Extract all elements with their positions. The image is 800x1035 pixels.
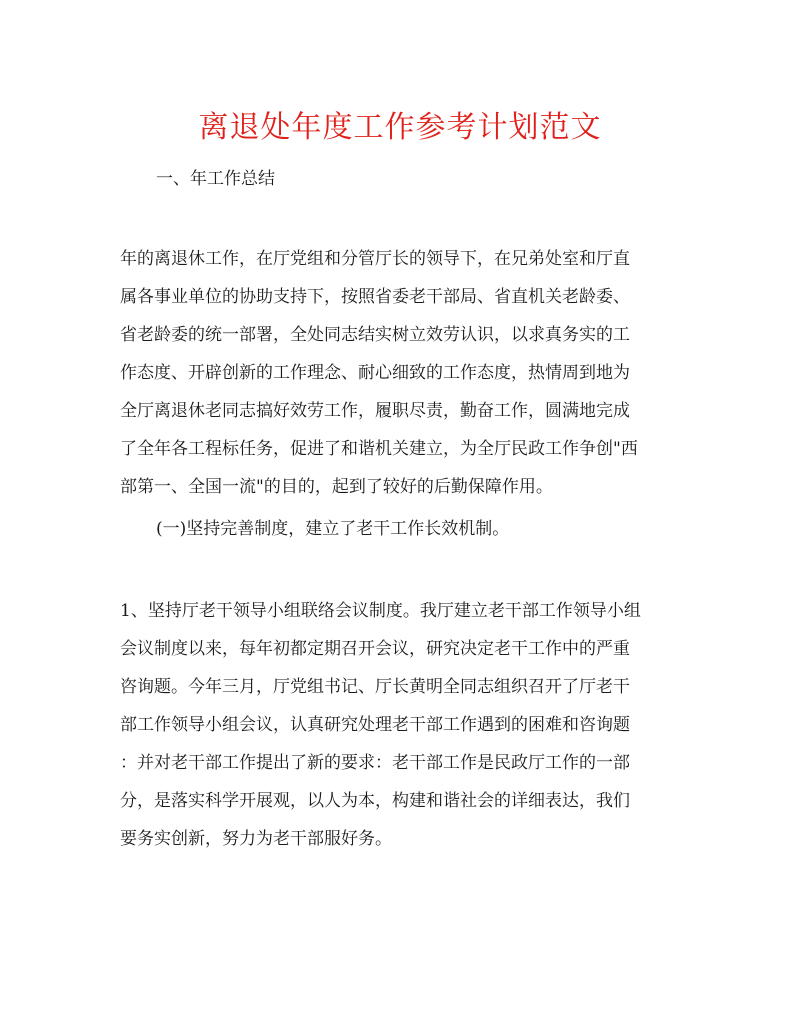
paragraph-line: 会议制度以来，每年初都定期召开会议，研究决定老干工作中的严重: [120, 639, 630, 659]
paragraph-line: 要务实创新，努力为老干部服好务。: [120, 829, 392, 849]
paragraph-line: 部第一、全国一流"的目的，起到了较好的后勤保障作用。: [120, 477, 553, 497]
paragraph-line: 了全年各工程标任务，促进了和谐机关建立，为全厅民政工作争创"西: [120, 439, 638, 459]
paragraph-line: ：并对老干部工作提出了新的要求：老干部工作是民政厅工作的一部: [120, 753, 630, 773]
section-heading: 一、年工作总结: [156, 169, 275, 189]
paragraph-line: 年的离退休工作，在厅党组和分管厅长的领导下，在兄弟处室和厅直: [120, 249, 630, 269]
paragraph-line: 咨询题。今年三月，厅党组书记、厅长黄明全同志组织召开了厅老干: [120, 677, 630, 697]
paragraph-line: 属各事业单位的协助支持下，按照省委老干部局、省直机关老龄委、: [120, 287, 630, 307]
paragraph-line: 分，是落实科学开展观，以人为本，构建和谐社会的详细表达，我们: [120, 791, 630, 811]
paragraph-line: 省老龄委的统一部署，全处同志结实树立效劳认识，以求真务实的工: [120, 325, 630, 345]
paragraph-line: 部工作领导小组会议，认真研究处理老干部工作遇到的困难和咨询题: [120, 715, 630, 735]
paragraph-line: 作态度、开辟创新的工作理念、耐心细致的工作态度，热情周到地为: [120, 363, 630, 383]
paragraph-line: 全厅离退休老同志搞好效劳工作，履职尽责，勤奋工作，圆满地完成: [120, 401, 630, 421]
paragraph-line: 1、坚持厅老干领导小组联络会议制度。我厅建立老干部工作领导小组: [120, 601, 641, 621]
document-title: 离退处年度工作参考计划范文: [198, 110, 602, 145]
subsection-heading: (一)坚持完善制度，建立了老干工作长效机制。: [156, 519, 510, 539]
